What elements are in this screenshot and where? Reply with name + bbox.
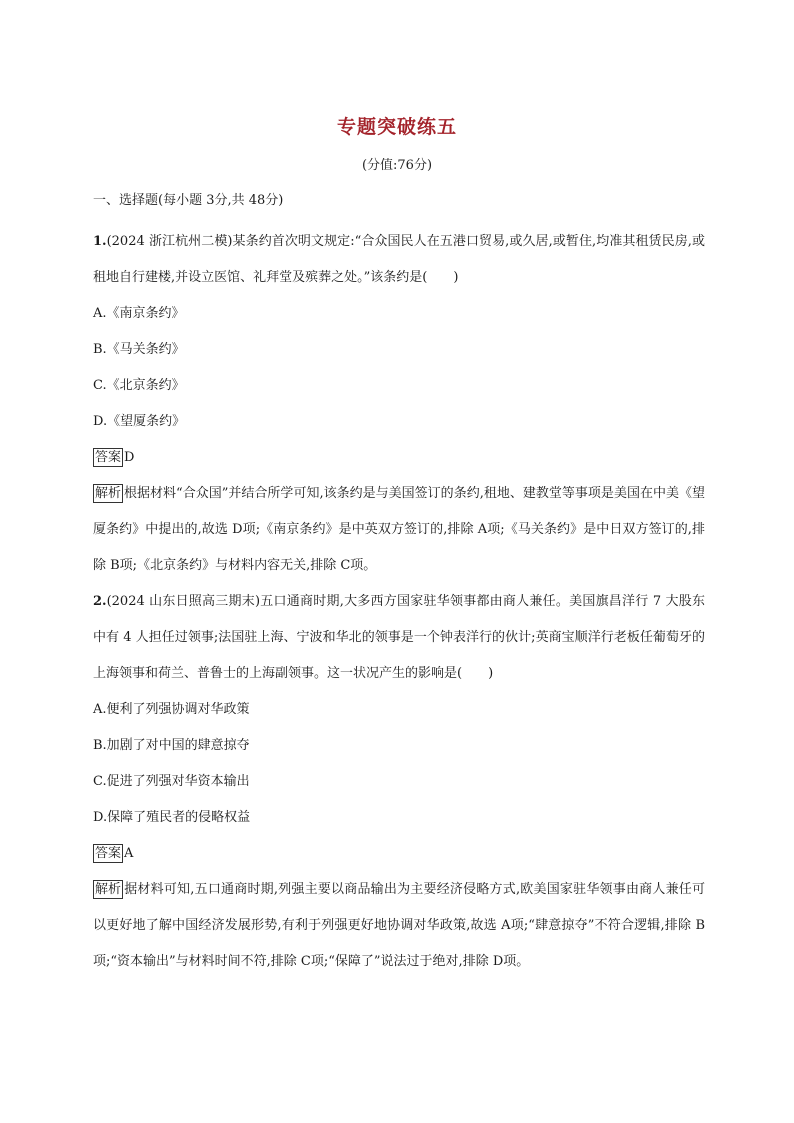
question-stem — [93, 584, 705, 692]
analysis-tag: 解析 — [95, 486, 122, 501]
option-a: A.便利了列强协调对华政策 — [93, 702, 250, 717]
analysis-line — [93, 476, 705, 584]
question-text: (2024 山东日照高三期末)五口通商时期,大多西方国家驻华领事都由商人兼任。美国旗昌洋行 7 大股东中有 4 人担任过领事;法国驻上海、宁波和华北的领事是一个钟表洋行的伙计;英商宝顺洋行老板任葡萄牙的上海领事和荷兰、普鲁士的上海副领事。这一状况产生的影响是( ) — [93, 594, 705, 681]
answer-value: A — [124, 846, 134, 861]
option-d: D.《望厦条约》 — [93, 414, 186, 429]
option-a: A.《南京条约》 — [93, 306, 185, 321]
question-1 — [93, 224, 705, 584]
page-title: 专题突破练五 — [336, 116, 457, 138]
analysis-text: 根据材料“合众国”并结合所学可知,该条约是与美国签订的条约,租地、建教堂等事项是美国在中美《望厦条约》中提出的,故选 D项;《南京条约》是中英双方签订的,排除 A项;《马关条约》是中日双方签订的,排除 B项;《北京条约》与材料内容无关,排除 C项。 — [93, 486, 705, 573]
answer-line — [93, 836, 705, 872]
option-d: D.保障了殖民者的侵略权益 — [93, 810, 251, 825]
option-c: C.促进了列强对华资本输出 — [93, 774, 250, 789]
answer-tag: 答案 — [95, 846, 122, 861]
question-text: (2024 浙江杭州二模)某条约首次明文规定:“合众国民人在五港口贸易,或久居,或暂住,均准其租赁民房,或租地自行建楼,并设立医馆、礼拜堂及殡葬之处。”该条约是( ) — [93, 234, 705, 285]
question-list — [93, 224, 705, 980]
analysis-tag: 解析 — [95, 882, 122, 897]
section-heading: 一、选择题(每小题 3分,共 48分) — [93, 193, 284, 208]
answer-tag: 答案 — [95, 450, 122, 465]
answer-line — [93, 440, 705, 476]
analysis-text: 据材料可知,五口通商时期,列强主要以商品输出为主要经济侵略方式,欧美国家驻华领事由商人兼任可以更好地了解中国经济发展形势,有利于列强更好地协调对华政策,故选 A项;“肆意掠夺”不符合逻辑,排除 B项;“资本输出”与材料时间不符,排除 C项;“保障了”说法过于绝对,排除 D项。 — [93, 882, 705, 969]
question-stem — [93, 224, 705, 296]
question-number: 2. — [93, 594, 107, 609]
question-number: 1. — [93, 234, 107, 249]
analysis-line — [93, 872, 705, 980]
option-b: B.加剧了对中国的肆意掠夺 — [93, 738, 250, 753]
option-c: C.《北京条约》 — [93, 378, 185, 393]
answer-value: D — [124, 450, 135, 465]
option-b: B.《马关条约》 — [93, 342, 185, 357]
score-info: (分值:76分) — [361, 158, 433, 173]
question-2 — [93, 584, 705, 980]
